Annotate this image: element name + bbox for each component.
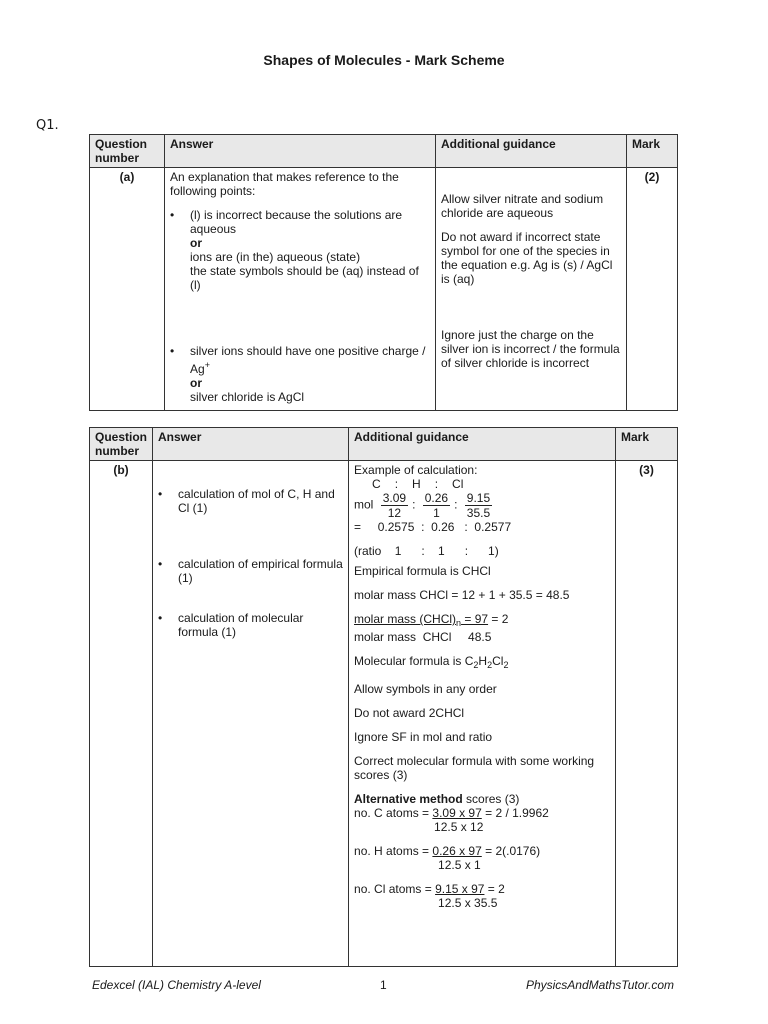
guidance-text: Allow symbols in any order: [354, 682, 497, 696]
header-answer: Answer: [165, 135, 436, 168]
ratio-row: (ratio 1 : 1 : 1): [354, 544, 499, 558]
h-atoms: no. H atoms = 0.26 x 97 = 2(.0176): [354, 844, 541, 858]
answer-cell: [153, 461, 349, 967]
header-question-number: Question number: [90, 135, 165, 168]
c-atoms: no. C atoms = 3.09 x 97 = 2 / 1.9962: [354, 806, 549, 820]
alternative-method: Alternative method scores (3): [354, 792, 520, 806]
guidance-text: Allow silver nitrate and sodium chloride are aqueous: [441, 192, 604, 220]
equals-row: = 0.2575 : 0.26 : 0.2577: [354, 520, 512, 534]
header-guidance: Additional guidance: [349, 428, 616, 461]
table-row: [90, 461, 678, 967]
header-answer: Answer: [153, 428, 349, 461]
c-atoms-den: 12.5 x 12: [434, 820, 484, 834]
answer-bullet: • (l) is incorrect because the solutions are aqueous or ions are (in the) aqueous (state) the state symbols should be (aq) instead of (l): [170, 208, 430, 292]
ratio-fraction: molar mass $(CHCl)_n = 97 = 2$: [354, 612, 509, 628]
ratio-denominator: molar mass CHCl 48.5: [354, 630, 492, 644]
table-row: [90, 168, 678, 411]
table-header-row: [90, 135, 678, 168]
header-mark: Mark: [616, 428, 678, 461]
header-mark: Mark: [627, 135, 678, 168]
guidance-text: Do not award if incorrect state symbol for one of the species in the equation e.g. Ag is (s) / AgCl is (aq): [441, 230, 613, 286]
bullet-text: calculation of empirical formula (1): [178, 557, 343, 585]
mark-table-a: [89, 134, 678, 411]
molecular-formula: Molecular formula is $C_2H_2Cl_2$: [354, 654, 509, 670]
table-header-row: [90, 428, 678, 461]
molar-mass: molar mass CHCl = 12 + 1 + 35.5 = 48.5: [354, 588, 570, 602]
footer-right: PhysicsAndMathsTutor.com: [525, 978, 674, 992]
guidance-text: Ignore just the charge on the silver ion is incorrect / the formula of silver chloride is incorrect: [441, 328, 620, 370]
example-heading: Example of calculation:: [354, 463, 478, 477]
bullet-text: calculation of mol of C, H and Cl (1): [178, 487, 335, 515]
h-atoms-den: 12.5 x 1: [438, 858, 481, 872]
page-title: Shapes of Molecules - Mark Scheme: [263, 52, 505, 68]
header-question-number: Question number: [90, 428, 153, 461]
answer-intro: An explanation that makes reference to the following points:: [170, 170, 399, 198]
answer-bullet: • silver ions should have one positive charge / Ag+ or silver chloride is AgCl: [170, 344, 430, 404]
or-text: or: [190, 236, 202, 250]
answer-cell: [165, 168, 436, 411]
bullet-text: calculation of molecular formula (1): [178, 611, 304, 639]
bullet-text: ions are (in the) aqueous (state): [190, 250, 361, 264]
or-text: or: [190, 376, 202, 390]
part-label: (a): [90, 168, 165, 411]
answer-bullet: • calculation of empirical formula (1): [158, 557, 343, 585]
guidance-text: Correct molecular formula with some working scores (3): [354, 754, 595, 782]
mark-table-b: [89, 427, 678, 967]
element-row: C : H : Cl: [372, 477, 464, 491]
answer-bullet: • calculation of mol of C, H and Cl (1): [158, 487, 343, 515]
bullet-text: (l) is incorrect because the solutions are aqueous: [190, 208, 403, 236]
mol-row: mol $\frac{3.09}{12}$ : $\frac{0.26}{1}$ : $\frac{9.15}{35.5}$: [354, 491, 491, 520]
guidance-cell: [349, 461, 616, 967]
guidance-text: Do not award 2CHCl: [354, 706, 465, 720]
bullet-text: silver ions should have one positive charge / Ag+: [190, 344, 426, 376]
cl-atoms: no. Cl atoms = 9.15 x 97 = 2: [354, 882, 505, 896]
page-number: 1: [380, 978, 387, 992]
mark-value: (2): [627, 168, 678, 411]
guidance-text: Ignore SF in mol and ratio: [354, 730, 493, 744]
question-label: Q1.: [36, 118, 59, 133]
part-label: (b): [90, 461, 153, 967]
bullet-text: the state symbols should be (aq) instead of (l): [190, 264, 419, 292]
guidance-cell: [436, 168, 627, 411]
bullet-text: silver chloride is AgCl: [190, 390, 305, 404]
empirical-formula: Empirical formula is CHCl: [354, 564, 491, 578]
footer-left: Edexcel (IAL) Chemistry A-level: [92, 978, 261, 992]
answer-bullet: • calculation of molecular formula (1): [158, 611, 343, 639]
header-guidance: Additional guidance: [436, 135, 627, 168]
cl-atoms-den: 12.5 x 35.5: [438, 896, 498, 910]
mark-value: (3): [616, 461, 678, 967]
